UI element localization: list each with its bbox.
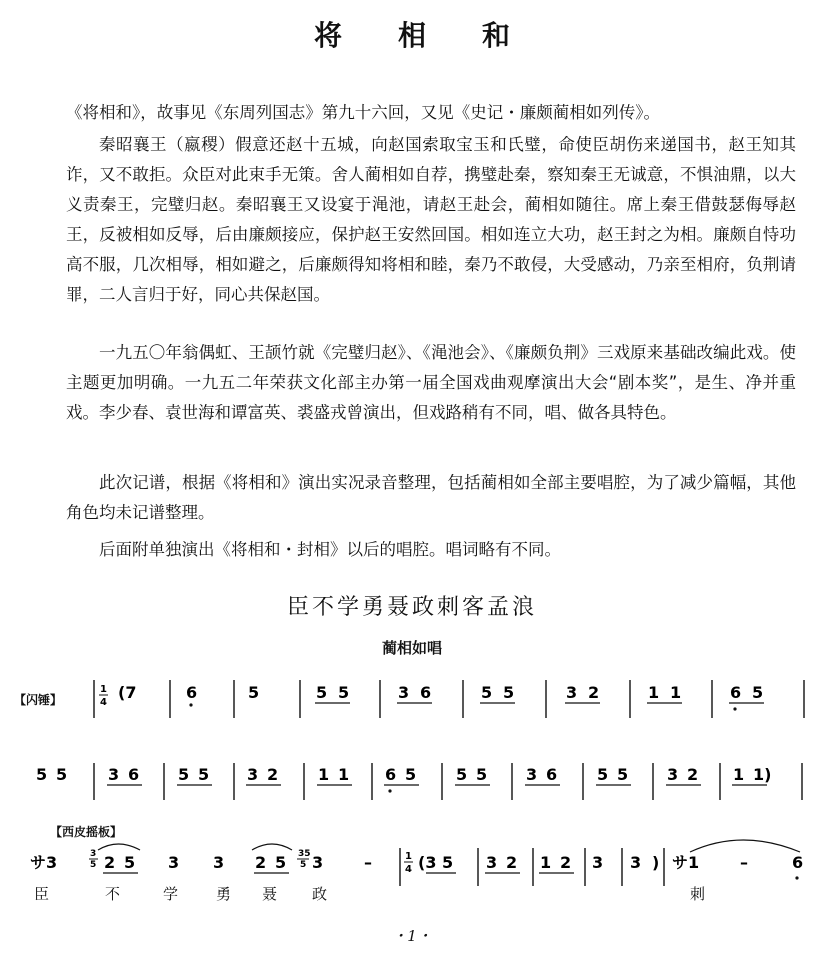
score-note: 5 bbox=[36, 765, 48, 784]
score-note: 1 bbox=[670, 683, 682, 702]
score-note: 3 bbox=[398, 683, 410, 702]
lyric-char: 政 bbox=[312, 885, 328, 903]
score-note: 2 bbox=[588, 683, 600, 702]
singer-label: 蔺相如唱 bbox=[381, 639, 442, 657]
score-note: 5 bbox=[198, 765, 210, 784]
time-signature-numerator: 1 bbox=[405, 851, 412, 862]
score-note: 3 bbox=[108, 765, 120, 784]
score-note: (3 bbox=[418, 853, 437, 872]
page-number: ・1・ bbox=[392, 927, 432, 945]
score-note: 6 bbox=[420, 683, 432, 702]
slur bbox=[98, 844, 140, 850]
score-note: 3 bbox=[526, 765, 538, 784]
score-note: 5 bbox=[442, 853, 454, 872]
song-title: 臣不学勇聂政刺客孟浪 bbox=[286, 595, 537, 620]
time-signature-denominator: 4 bbox=[405, 864, 412, 875]
time-signature-numerator: 1 bbox=[100, 684, 107, 695]
lyric-char: 学 bbox=[163, 885, 179, 903]
score-note: 5 bbox=[338, 683, 350, 702]
score-note: 6 bbox=[792, 853, 804, 872]
lower-octave-dot bbox=[189, 703, 192, 706]
score-note: 6 bbox=[546, 765, 558, 784]
score-note: 5 bbox=[752, 683, 764, 702]
row1-banqiang-label: 【闪锤】 bbox=[14, 693, 63, 707]
score-note: 2 bbox=[104, 853, 116, 872]
score-note: 5 bbox=[248, 683, 260, 702]
score-note: 3 bbox=[247, 765, 259, 784]
grace-note: 3 bbox=[90, 849, 97, 859]
score-note: 5 bbox=[124, 853, 136, 872]
score-note: 3 bbox=[213, 853, 225, 872]
score-note: 3 bbox=[486, 853, 498, 872]
appendix-note-paragraph: 后面附单独演出《将相和・封相》以后的唱腔。唱词略有不同。 bbox=[99, 540, 561, 559]
score-note: 5 bbox=[481, 683, 493, 702]
page-title: 将相和 bbox=[313, 19, 566, 52]
score-note: 2 bbox=[255, 853, 267, 872]
score-note: 3 bbox=[566, 683, 578, 702]
score-note: 1) bbox=[753, 765, 772, 784]
score-note: 3 bbox=[667, 765, 679, 784]
lower-octave-dot bbox=[733, 707, 736, 710]
dash: – bbox=[364, 853, 372, 872]
intro-paragraph: 《将相和》，故事见《东周列国志》第九十六回，又见《史记・廉颇蔺相如列传》。 bbox=[66, 103, 660, 122]
score-note: 6 bbox=[730, 683, 742, 702]
score-note: 1 bbox=[338, 765, 350, 784]
score-note: 5 bbox=[503, 683, 515, 702]
synopsis-paragraph: 秦昭襄王（嬴稷）假意还赵十五城，向赵国索取宝玉和氏璧，命使臣胡伤来递国书，赵王知其诈，又不敢拒。众臣对此束手无策。舍人蔺相如自荐，携璧赴秦，察知秦王无诚意，不惧油鼎，以大义责秦王，完璧归赵。秦昭襄王又设宴于渑池，请赵王赴会，蔺相如随往。席上秦王借鼓瑟侮辱赵王，反被相如反辱，后由廉颇接应，保护赵王安然回国。相如连立大功，赵王封之为相。廉颇自恃功高不服，几次相辱，相如避之，后廉颇得知将相和睦，秦乃不敢侵，大受感动，乃亲至相府，负荆请罪，二人言归于好，同心共保赵国。 bbox=[66, 135, 796, 304]
score-note: 6 bbox=[128, 765, 140, 784]
history-paragraph: 一九五〇年翁偶虹、王颉竹就《完璧归赵》、《渑池会》、《廉颇负荆》三戏原来基础改编此戏。使主题更加明确。一九五二年荣获文化部主办第一届全国戏曲观摩演出大会“剧本奖”，是生、净并重戏。李少春、袁世海和谭富英、裘盛戎曾演出，但戏路稍有不同，唱、做各具特色。 bbox=[66, 343, 796, 422]
lower-octave-dot bbox=[795, 876, 798, 879]
score-note: 2 bbox=[506, 853, 518, 872]
lyric-char: 聂 bbox=[262, 885, 278, 903]
score-note: 5 bbox=[56, 765, 68, 784]
score-note: 1 bbox=[318, 765, 330, 784]
row3-banqiang-label: 【西皮摇板】 bbox=[50, 825, 123, 839]
score-note: 6 bbox=[186, 683, 198, 702]
score-note: 5 bbox=[405, 765, 417, 784]
score-note: 1 bbox=[540, 853, 552, 872]
score-note: 5 bbox=[597, 765, 609, 784]
notation-note-paragraph: 此次记谱，根据《将相和》演出实况录音整理，包括蔺相如全部主要唱腔，为了减少篇幅，其他角色均未记谱整理。 bbox=[66, 473, 796, 522]
score-note: 5 bbox=[617, 765, 629, 784]
grace-note: 5 bbox=[90, 860, 97, 870]
score-note: 3 bbox=[168, 853, 180, 872]
score-note: 3 bbox=[592, 853, 604, 872]
grace-note: 5 bbox=[300, 860, 307, 870]
score-note: (7 bbox=[118, 683, 137, 702]
score-note: 5 bbox=[178, 765, 190, 784]
score-note: 5 bbox=[456, 765, 468, 784]
slur bbox=[252, 844, 292, 850]
score-note: 2 bbox=[267, 765, 279, 784]
dash: – bbox=[740, 853, 748, 872]
score-note: 2 bbox=[560, 853, 572, 872]
lyric-char: 刺 bbox=[690, 885, 706, 903]
score-note: 3 bbox=[312, 853, 324, 872]
tie bbox=[690, 840, 800, 852]
time-signature-denominator: 4 bbox=[100, 697, 107, 708]
score-note: 1 bbox=[648, 683, 660, 702]
score-note: 3 bbox=[630, 853, 642, 872]
free-meter-note: サ3 bbox=[30, 853, 58, 872]
score-note: 5 bbox=[275, 853, 287, 872]
grace-note: 35 bbox=[298, 849, 311, 859]
score-note: 5 bbox=[316, 683, 328, 702]
lyric-char: 臣 bbox=[34, 885, 50, 903]
score-note: 5 bbox=[476, 765, 488, 784]
score-note: 6 bbox=[385, 765, 397, 784]
score-note: ) bbox=[652, 853, 660, 872]
score-note: 2 bbox=[687, 765, 699, 784]
lyric-char: 勇 bbox=[216, 885, 232, 903]
lyric-char: 不 bbox=[105, 885, 121, 903]
score-note: 1 bbox=[733, 765, 745, 784]
free-meter-note: サ1 bbox=[672, 853, 700, 872]
lower-octave-dot bbox=[388, 789, 391, 792]
